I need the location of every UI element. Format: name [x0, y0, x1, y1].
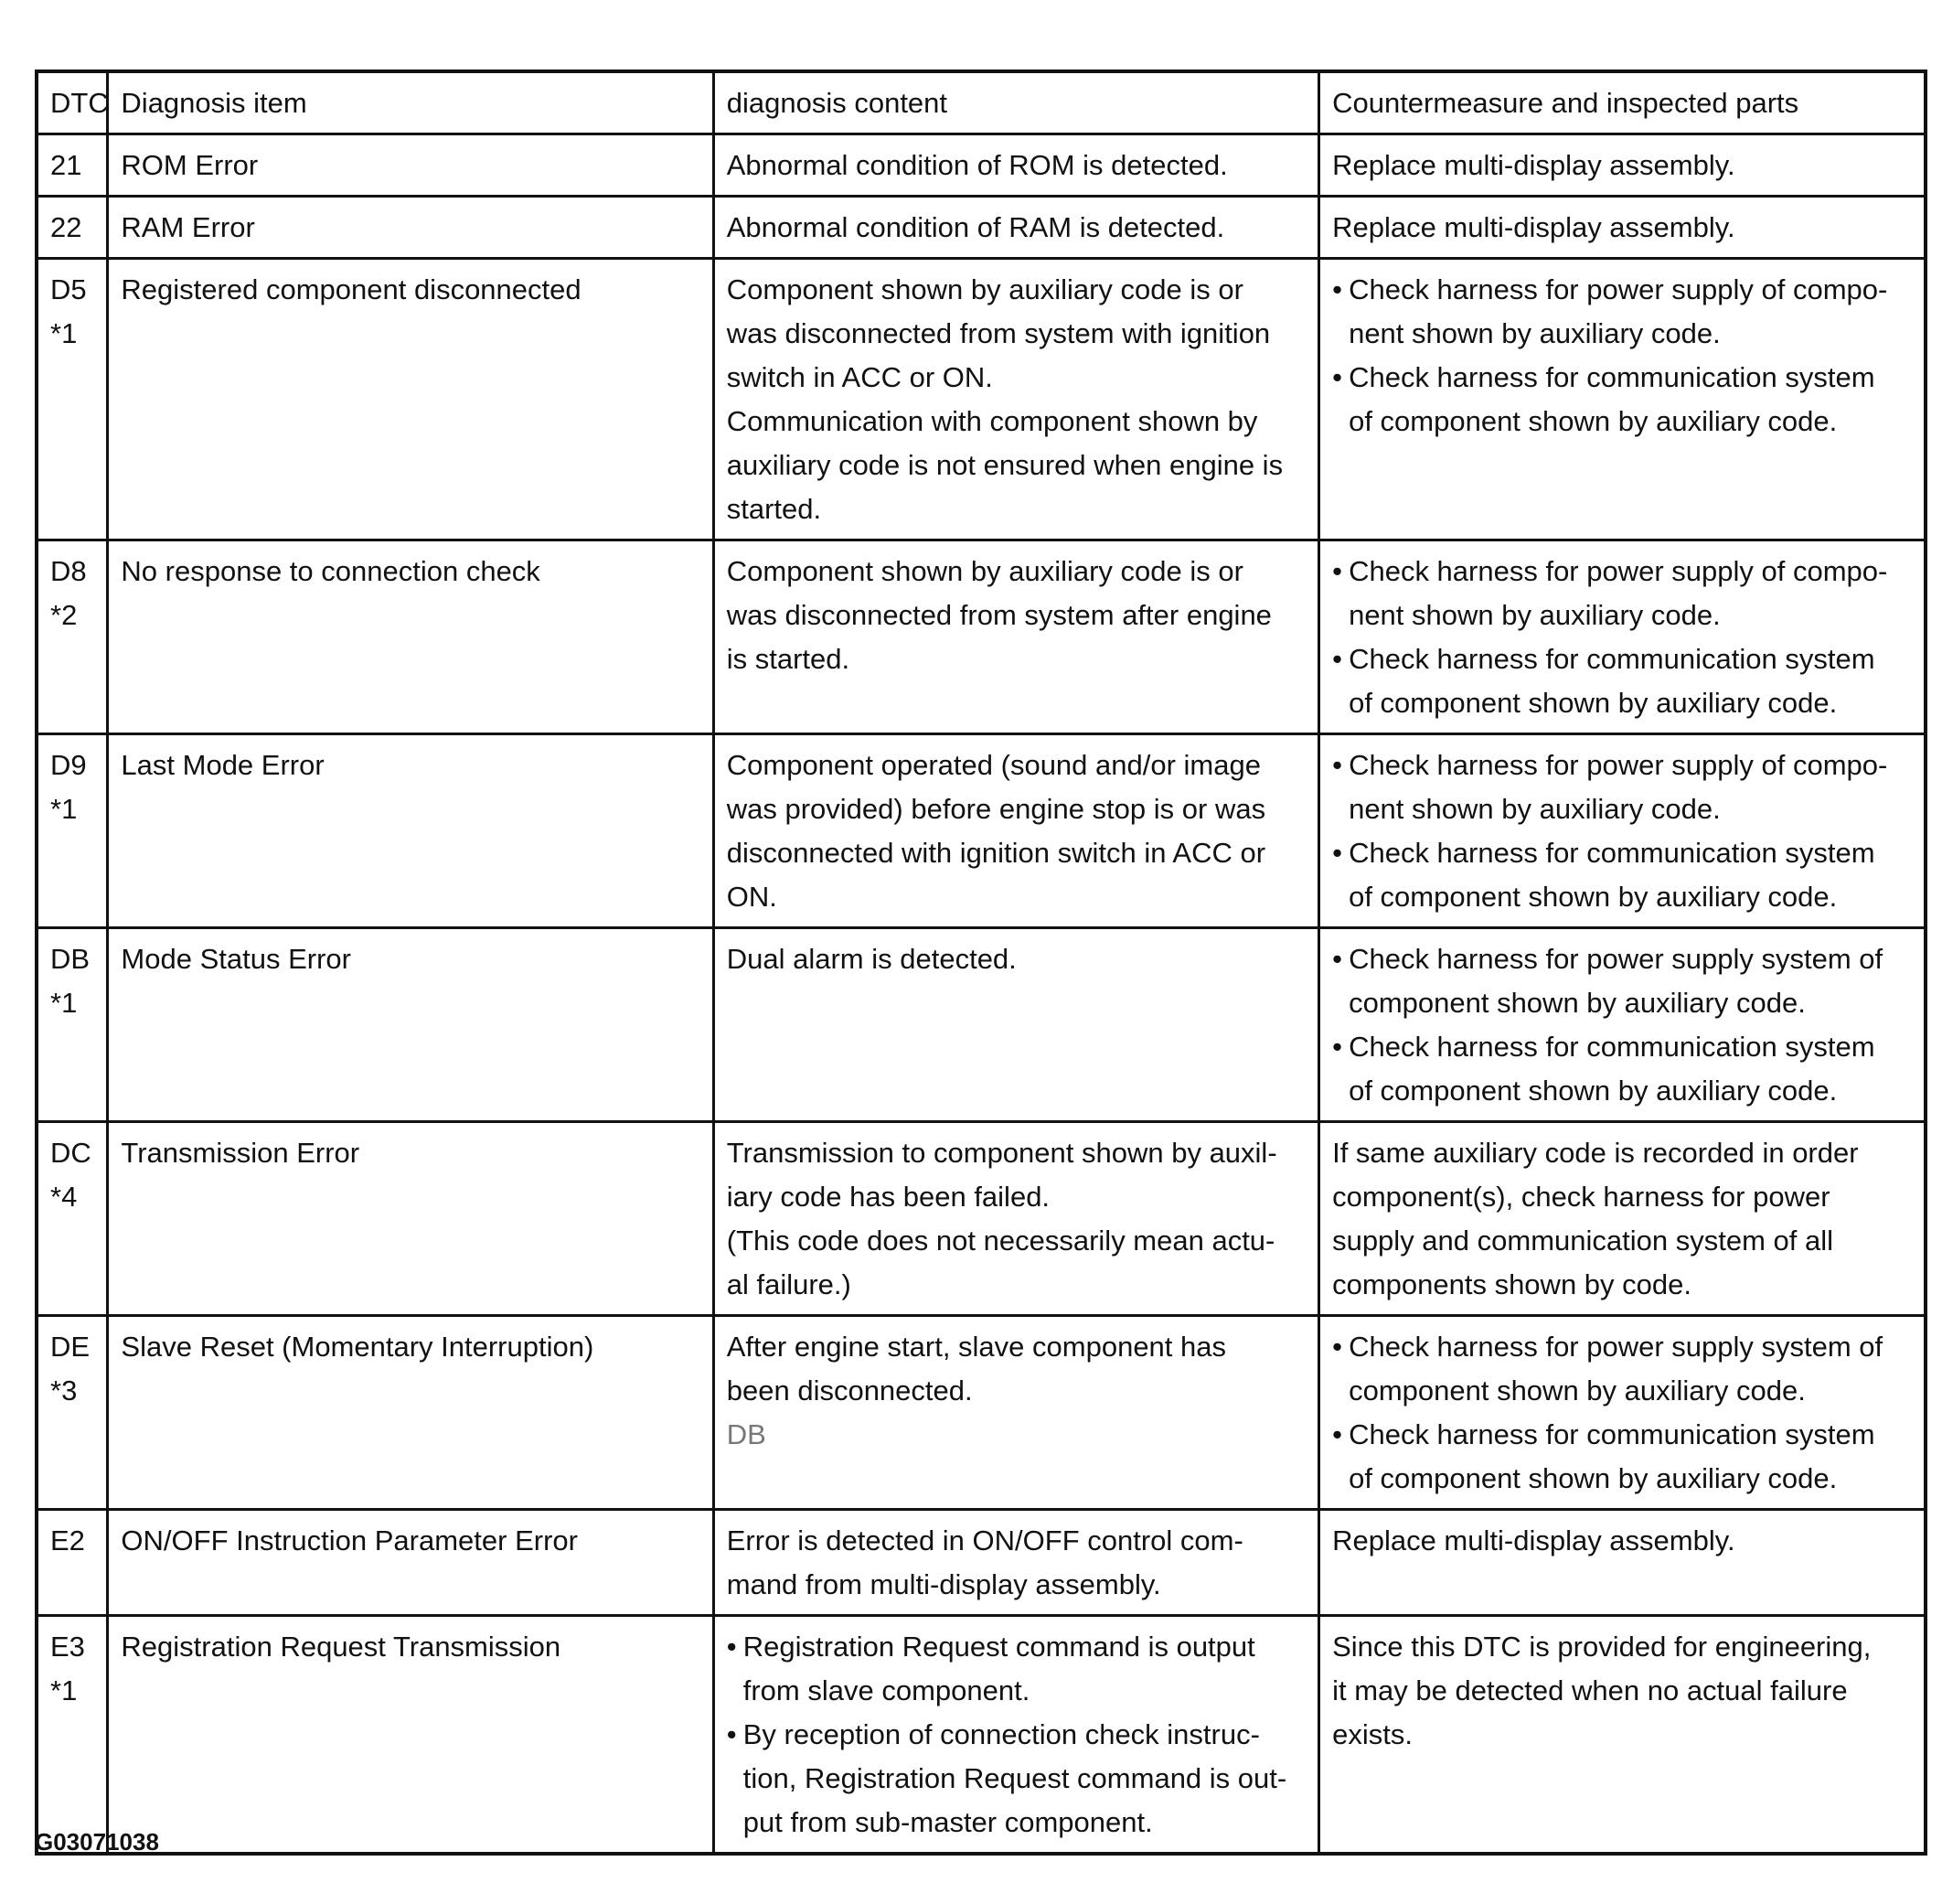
dtc-cell [37, 928, 108, 1122]
content-line: ON. [726, 881, 777, 913]
bullet-line: By reception of connection check instruc- [742, 1718, 1260, 1750]
diagnosis-item-text: Last Mode Error [121, 749, 325, 781]
bullet-line: of component shown by auxiliary code. [1349, 1075, 1838, 1107]
bullet-text [1349, 1325, 1912, 1413]
bullet-line: Check harness for power supply of compo- [1349, 749, 1888, 781]
content-line: Transmission to component shown by auxil- [726, 1137, 1277, 1169]
dtc-code: 22 [50, 211, 82, 243]
countermeasure-bullet [1332, 356, 1912, 444]
diagnosis-content-cell [713, 134, 1318, 197]
table-row [37, 197, 1926, 259]
dtc-note: *1 [50, 1674, 78, 1706]
countermeasure-bullet [1332, 743, 1912, 831]
table-row [37, 734, 1926, 928]
bullet-line: of component shown by auxiliary code. [1349, 687, 1838, 719]
bullet-line: Check harness for communication system [1349, 1418, 1875, 1450]
content-line: been disconnected. [726, 1375, 973, 1407]
content-bullet [727, 1625, 1306, 1713]
diagnosis-item-cell [108, 1122, 713, 1316]
bullet-line: put from sub-master component. [742, 1806, 1153, 1838]
dtc-note: *1 [50, 793, 78, 825]
dtc-table [35, 70, 1927, 1856]
diagnosis-item-text: No response to connection check [121, 555, 540, 587]
dtc-note: *1 [50, 317, 78, 349]
bullet-dot-icon: • [1332, 943, 1342, 975]
countermeasure-bullet [1332, 268, 1912, 356]
bullet-line: Check harness for communication system [1349, 1031, 1875, 1063]
content-line: was disconnected from system after engine [726, 599, 1272, 631]
countermeasure-bullet [1332, 637, 1912, 725]
content-line: al failure.) [726, 1268, 851, 1300]
bullet-text [1349, 743, 1912, 831]
dtc-cell [37, 197, 108, 259]
bullet-line: nent shown by auxiliary code. [1349, 793, 1721, 825]
content-line: is started. [726, 643, 850, 675]
bullet-text [1349, 637, 1912, 725]
diagnosis-item-cell [108, 1316, 713, 1510]
bullet-text [1349, 831, 1912, 919]
diagnosis-item-text: ROM Error [121, 149, 259, 181]
countermeasure-cell [1319, 928, 1926, 1122]
countermeasure-line: If same auxiliary code is recorded in order [1332, 1137, 1859, 1169]
countermeasure-cell [1319, 1510, 1926, 1616]
countermeasure-line: it may be detected when no actual failure [1332, 1674, 1848, 1706]
bullet-dot-icon: • [1332, 273, 1342, 305]
diagnosis-item-cell [108, 259, 713, 540]
diagnosis-content-cell [713, 540, 1318, 734]
countermeasure-line: Since this DTC is provided for engineering, [1332, 1631, 1872, 1663]
dtc-code: D5 [50, 273, 87, 305]
content-line: was disconnected from system with ignition [726, 317, 1271, 349]
dtc-code: D8 [50, 555, 87, 587]
header-countermeasure: Countermeasure and inspected parts [1319, 71, 1926, 134]
bullet-line: component shown by auxiliary code. [1349, 987, 1806, 1019]
dtc-code: DC [50, 1137, 91, 1169]
bullet-line: Check harness for communication system [1349, 361, 1875, 393]
bullet-line: Registration Request command is output [742, 1631, 1255, 1663]
content-line: Abnormal condition of RAM is detected. [726, 211, 1225, 243]
content-line: Dual alarm is detected. [726, 943, 1017, 975]
dtc-code: DE [50, 1331, 91, 1363]
diagnosis-content-cell [713, 197, 1318, 259]
header-diagnosis-content: diagnosis content [713, 71, 1318, 134]
content-line: Error is detected in ON/OFF control com- [726, 1524, 1243, 1556]
content-line: Communication with component shown by [726, 405, 1258, 437]
countermeasure-cell [1319, 540, 1926, 734]
countermeasure-bullet [1332, 1325, 1912, 1413]
table-row [37, 1510, 1926, 1616]
countermeasure-bullet [1332, 550, 1912, 637]
dtc-cell [37, 540, 108, 734]
content-line: mand from multi-display assembly. [726, 1568, 1161, 1600]
content-line: was provided) before engine stop is or was [726, 793, 1266, 825]
diagnosis-content-cell [713, 1122, 1318, 1316]
diagnosis-item-cell [108, 928, 713, 1122]
table-row [37, 134, 1926, 197]
dtc-code: E3 [50, 1631, 85, 1663]
bullet-line: tion, Registration Request command is out- [742, 1762, 1287, 1794]
table-row [37, 540, 1926, 734]
bullet-text [1349, 1025, 1912, 1113]
dtc-cell [37, 1122, 108, 1316]
bullet-line: nent shown by auxiliary code. [1349, 599, 1721, 631]
diagnosis-item-cell [108, 540, 713, 734]
content-line: Component shown by auxiliary code is or [726, 555, 1243, 587]
content-line: Component operated (sound and/or image [726, 749, 1261, 781]
diagnosis-item-text: Registered component disconnected [121, 273, 582, 305]
countermeasure-cell [1319, 259, 1926, 540]
table-row [37, 1316, 1926, 1510]
figure-id: G03071038 [35, 1828, 159, 1856]
diagnosis-content-cell [713, 928, 1318, 1122]
bullet-line: Check harness for power supply of compo- [1349, 273, 1888, 305]
header-dtc: DTC [37, 71, 108, 134]
content-extra: DB [726, 1418, 766, 1450]
bullet-dot-icon: • [1332, 749, 1342, 781]
table-row [37, 259, 1926, 540]
bullet-dot-icon: • [1332, 361, 1342, 393]
dtc-note: *1 [50, 987, 78, 1019]
countermeasure-bullet [1332, 831, 1912, 919]
diagnosis-item-cell [108, 197, 713, 259]
diagnosis-item-text: Registration Request Transmission [121, 1631, 561, 1663]
diagnosis-item-cell [108, 134, 713, 197]
dtc-cell [37, 134, 108, 197]
countermeasure-line: Replace multi-display assembly. [1332, 1524, 1735, 1556]
content-line: switch in ACC or ON. [726, 361, 993, 393]
diagnosis-content-cell [713, 1510, 1318, 1616]
bullet-dot-icon: • [1332, 643, 1342, 675]
diagnosis-item-text: Mode Status Error [121, 943, 351, 975]
content-line: (This code does not necessarily mean actu- [726, 1225, 1275, 1257]
diagnosis-item-cell [108, 1616, 713, 1855]
table-row [37, 1616, 1926, 1855]
bullet-text [1349, 550, 1912, 637]
countermeasure-line: exists. [1332, 1718, 1413, 1750]
bullet-text [1349, 356, 1912, 444]
table-row [37, 928, 1926, 1122]
bullet-line: of component shown by auxiliary code. [1349, 405, 1838, 437]
diagnosis-content-cell [713, 1316, 1318, 1510]
content-line: auxiliary code is not ensured when engine is [726, 449, 1284, 481]
diagnosis-item-text: Transmission Error [121, 1137, 360, 1169]
dtc-code: DB [50, 943, 91, 975]
diagnosis-item-text: RAM Error [121, 211, 255, 243]
bullet-line: nent shown by auxiliary code. [1349, 317, 1721, 349]
content-line: After engine start, slave component has [726, 1331, 1227, 1363]
countermeasure-cell [1319, 734, 1926, 928]
content-line: Abnormal condition of ROM is detected. [726, 149, 1228, 181]
dtc-note: *3 [50, 1375, 78, 1407]
dtc-cell [37, 734, 108, 928]
diagnosis-item-text: Slave Reset (Momentary Interruption) [121, 1331, 594, 1363]
bullet-dot-icon: • [1332, 1418, 1342, 1450]
dtc-cell [37, 1316, 108, 1510]
table-header-row [37, 71, 1926, 134]
bullet-line: from slave component. [742, 1674, 1030, 1706]
content-line: Component shown by auxiliary code is or [726, 273, 1243, 305]
content-line: disconnected with ignition switch in ACC or [726, 837, 1266, 869]
bullet-line: of component shown by auxiliary code. [1349, 1462, 1838, 1494]
countermeasure-bullet [1332, 1025, 1912, 1113]
diagnosis-content-cell [713, 1616, 1318, 1855]
diagnosis-content-cell [713, 734, 1318, 928]
dtc-code: 21 [50, 149, 82, 181]
countermeasure-cell [1319, 1122, 1926, 1316]
diagnosis-item-text: ON/OFF Instruction Parameter Error [121, 1524, 578, 1556]
content-line: started. [726, 493, 822, 525]
bullet-dot-icon: • [726, 1631, 737, 1663]
countermeasure-cell [1319, 1616, 1926, 1855]
countermeasure-cell [1319, 197, 1926, 259]
bullet-text [1349, 268, 1912, 356]
bullet-dot-icon: • [1332, 1331, 1342, 1363]
dtc-cell [37, 1616, 108, 1855]
content-line: iary code has been failed. [726, 1181, 1051, 1213]
diagnosis-item-cell [108, 734, 713, 928]
bullet-dot-icon: • [1332, 555, 1342, 587]
bullet-line: Check harness for power supply system of [1349, 943, 1883, 975]
countermeasure-cell [1319, 1316, 1926, 1510]
countermeasure-bullet [1332, 937, 1912, 1025]
dtc-note: *2 [50, 599, 78, 631]
bullet-text [743, 1713, 1306, 1845]
bullet-line: Check harness for communication system [1349, 837, 1875, 869]
bullet-text [743, 1625, 1306, 1713]
table-row [37, 1122, 1926, 1316]
bullet-line: component shown by auxiliary code. [1349, 1375, 1806, 1407]
bullet-line: Check harness for power supply system of [1349, 1331, 1883, 1363]
countermeasure-bullet [1332, 1413, 1912, 1501]
bullet-line: Check harness for communication system [1349, 643, 1875, 675]
diagnosis-content-cell [713, 259, 1318, 540]
countermeasure-line: component(s), check harness for power [1332, 1181, 1830, 1213]
dtc-code: E2 [50, 1524, 85, 1556]
dtc-cell [37, 1510, 108, 1616]
bullet-dot-icon: • [1332, 1031, 1342, 1063]
countermeasure-line: supply and communication system of all [1332, 1225, 1833, 1257]
countermeasure-line: Replace multi-display assembly. [1332, 211, 1735, 243]
dtc-note: *4 [50, 1181, 78, 1213]
dtc-cell [37, 259, 108, 540]
countermeasure-cell [1319, 134, 1926, 197]
bullet-text [1349, 937, 1912, 1025]
bullet-line: Check harness for power supply of compo- [1349, 555, 1888, 587]
countermeasure-line: Replace multi-display assembly. [1332, 149, 1735, 181]
bullet-text [1349, 1413, 1912, 1501]
diagnosis-item-cell [108, 1510, 713, 1616]
countermeasure-line: components shown by code. [1332, 1268, 1691, 1300]
bullet-dot-icon: • [726, 1718, 737, 1750]
bullet-line: of component shown by auxiliary code. [1349, 881, 1838, 913]
content-bullet [727, 1713, 1306, 1845]
bullet-dot-icon: • [1332, 837, 1342, 869]
header-diagnosis-item: Diagnosis item [108, 71, 713, 134]
dtc-code: D9 [50, 749, 87, 781]
